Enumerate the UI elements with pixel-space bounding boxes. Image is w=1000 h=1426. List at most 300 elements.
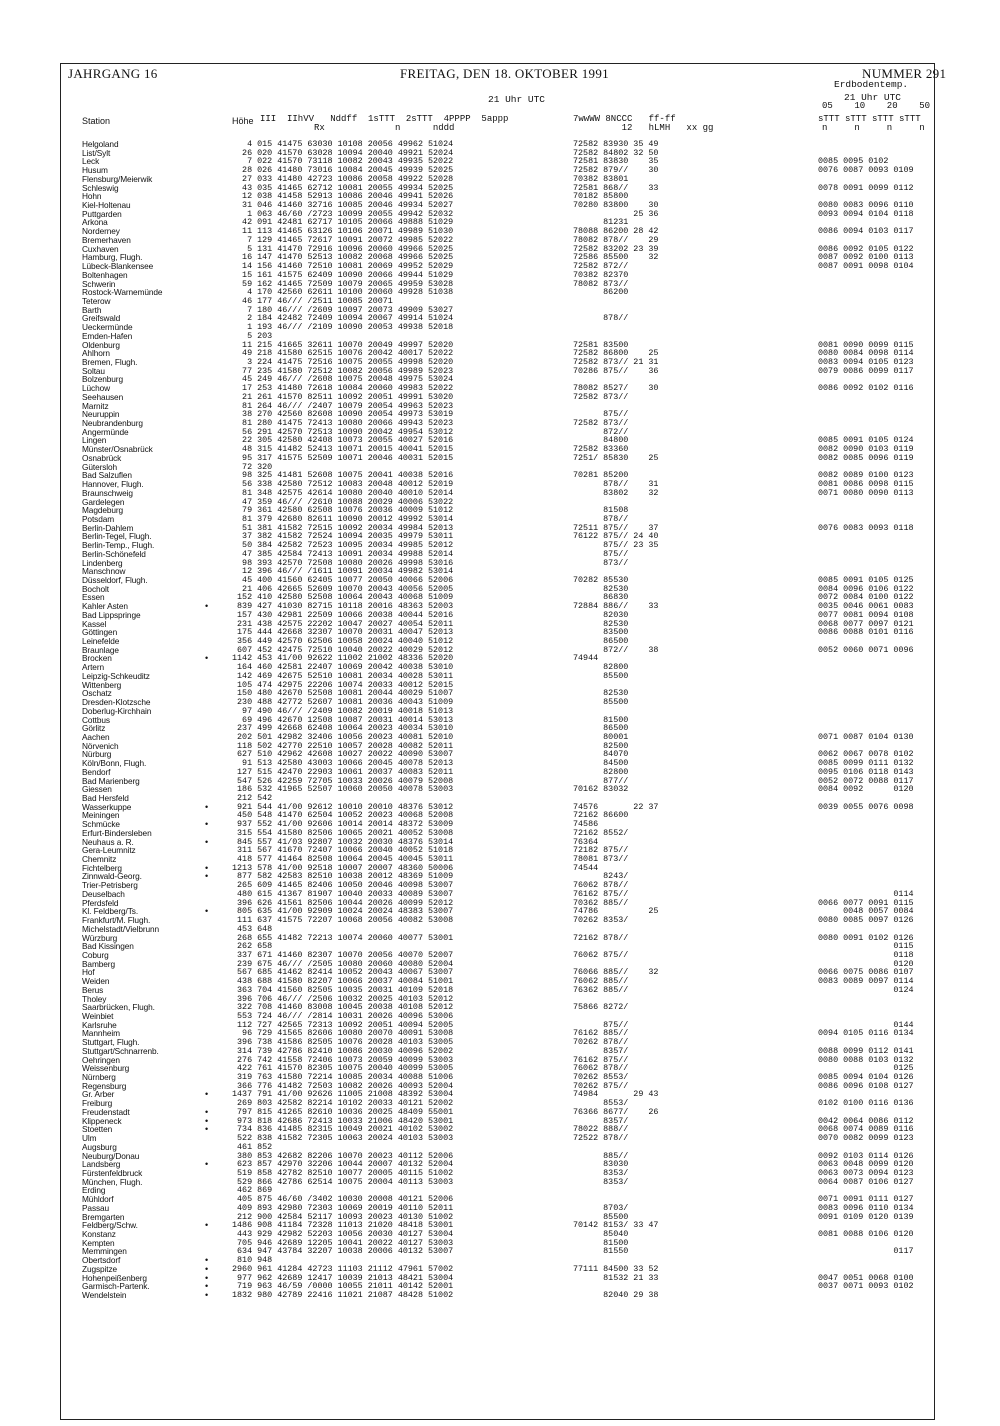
group7-values: 86200 [573, 287, 629, 298]
station-name: Feldberg/Schw. [82, 1221, 138, 1231]
synop-values: 921 544 41/00 92612 10010 20010 48376 53012 [232, 801, 454, 812]
synop-values: 175 444 42668 32307 10070 20031 40047 52013 [232, 627, 454, 638]
group7-values: 70262 8553/ [573, 1072, 629, 1083]
table-row [0, 1047, 935, 1056]
synop-values: 45 249 46/// /2608 10075 20048 49975 53024 [232, 374, 454, 385]
table-row [0, 576, 935, 585]
station-name: Bad Salzuflen [82, 471, 132, 481]
table-row [0, 384, 935, 393]
synop-values: 977 962 42689 12417 10039 21013 48421 53004 [232, 1272, 454, 1283]
station-name: Mühldorf [82, 1195, 114, 1205]
synop-values: 56 338 42580 72512 10083 20048 40012 52019 [232, 479, 454, 490]
table-row [0, 1082, 935, 1091]
synop-values: 97 490 46/// /2409 10082 20019 40018 51013 [232, 705, 454, 716]
mountain-station-marker: • [205, 653, 209, 664]
soil-temp-values: 0080 0091 0102 0126 [818, 932, 914, 943]
station-name: Lingen [82, 436, 107, 446]
station-name: Memmingen [82, 1247, 127, 1257]
table-row [0, 402, 935, 411]
station-name: Lübeck-Blankensee [82, 262, 154, 272]
group7-values: 76366 8677/ 26 [573, 1106, 659, 1117]
synop-values: 276 742 41558 72406 10073 20059 40099 53003 [232, 1054, 454, 1065]
synop-values: 634 947 43784 32207 10038 20006 40132 53007 [232, 1246, 454, 1257]
synop-values: 239 675 46/// /2505 10080 20060 40080 52004 [232, 958, 454, 969]
synop-values: 59 162 41465 72509 10079 20065 49959 53028 [232, 278, 454, 289]
soil-temp-values: 0085 0091 0105 0125 [818, 575, 914, 585]
synop-values: 202 501 42982 32406 10056 20023 40081 52010 [232, 731, 454, 742]
synop-values: 12 396 46/// /1611 10091 20034 49982 53014 [232, 566, 454, 577]
group7-values: 76162 875// [573, 888, 629, 899]
table-row [0, 1282, 935, 1291]
table-row [0, 628, 935, 637]
station-name: Coburg [82, 950, 109, 960]
col-soil-subheader: n n n n [822, 123, 925, 133]
group7-values: 70262 8353/ [573, 915, 629, 926]
table-row [0, 742, 935, 751]
synop-values: 17 253 41480 72618 10084 20060 49983 52022 [232, 383, 454, 394]
table-row [0, 1274, 935, 1283]
synop-values: 27 033 41480 42723 10086 20058 49922 52028 [232, 173, 454, 184]
station-name: Bendorf [82, 767, 111, 777]
group7-values: 81500 [573, 1237, 629, 1248]
group7-values: 70362 885// [573, 897, 629, 908]
soil-temp-values: 0079 0086 0099 0117 [818, 365, 914, 376]
table-row [0, 1090, 935, 1099]
group7-values: 70162 83032 [573, 784, 629, 795]
synop-values: 409 893 42980 72303 10069 20019 40110 52011 [232, 1202, 454, 1213]
station-name: Neuruppin [82, 410, 120, 420]
soil-temp-values: 0082 0085 0096 0119 [818, 452, 914, 463]
group7-values: 72582 83202 23 39 [573, 243, 659, 254]
synop-values: 705 946 42689 12205 10041 20022 40127 53003 [232, 1237, 454, 1248]
mountain-station-marker: • [205, 1106, 209, 1117]
group7-values: 72582 879// 30 [573, 165, 659, 176]
soil-temp-title: Erdbodentemp. [834, 79, 909, 90]
synop-values: 28 026 41480 73016 10084 20045 49939 52025 [232, 165, 454, 176]
table-row [0, 1108, 935, 1117]
station-name: Helgoland [82, 140, 119, 149]
station-name: Weiden [82, 977, 110, 987]
synop-values: 230 488 42772 52607 10081 20036 40043 51009 [232, 697, 454, 708]
synop-values: 21 406 42665 52609 10070 20043 40056 52005 [232, 583, 454, 594]
table-row [0, 968, 935, 977]
group7-values: 875// 23 35 [573, 540, 659, 551]
group7-values: 72182 875// [573, 845, 629, 856]
table-row [0, 480, 935, 489]
synop-values: 16 147 41470 52513 10082 20068 49966 52025 [232, 252, 454, 263]
station-name: Artern [82, 663, 104, 673]
group7-values: 78081 873// [573, 854, 629, 865]
soil-temp-values: 0114 [818, 888, 914, 899]
synop-values: 1486 908 41184 72328 11013 21020 48418 53001 [232, 1220, 454, 1231]
table-row [0, 811, 935, 820]
synop-values: 623 857 42970 32206 10044 20007 40132 52004 [232, 1159, 454, 1170]
soil-temp-values: 0062 0067 0078 0102 [818, 749, 914, 760]
station-name: Teterow [82, 296, 111, 306]
table-row [0, 367, 935, 376]
synop-values: 422 761 41570 82305 10075 20040 40099 53005 [232, 1063, 454, 1074]
synop-values: 46 177 46/// /2511 10085 20071 [232, 295, 393, 306]
group7-values: 82500 [573, 740, 629, 751]
station-name: Nürnberg [82, 1073, 116, 1083]
table-row [0, 1160, 935, 1169]
synop-values: 319 763 41580 72214 10085 20034 40088 51006 [232, 1072, 454, 1083]
table-row [0, 1230, 935, 1239]
table-row [0, 1038, 935, 1047]
station-name: Bad Hersfeld [82, 794, 129, 803]
group7-values: 81500 [573, 714, 629, 725]
group7-values: 875// [573, 409, 629, 420]
synop-values: 81 264 46/// /2407 10079 20054 49963 52023 [232, 400, 454, 411]
synop-values: 152 410 42580 52508 10064 20043 40068 51009 [232, 592, 454, 603]
synop-values: 810 948 [232, 1255, 273, 1266]
synop-values: 2960 961 41284 42723 11103 21112 47961 57002 [232, 1263, 454, 1274]
station-name: Chemnitz [82, 855, 117, 865]
soil-temp-values: 0072 0084 0100 0122 [818, 592, 914, 603]
station-name: Emden-Hafen [82, 331, 133, 341]
obs-time: 21 Uhr UTC [488, 94, 546, 105]
station-name: Arkona [82, 218, 108, 228]
table-row [0, 1056, 935, 1065]
station-name: Berus [82, 985, 104, 995]
station-name: Garmisch-Partenk. [82, 1282, 150, 1292]
table-row [0, 175, 935, 184]
synop-values: 7 180 46/// /2609 10097 20073 49909 53027 [232, 304, 454, 315]
station-name: Neuhaus a. R. [82, 837, 134, 847]
table-row [0, 803, 935, 812]
synop-values: 77 235 41580 72512 10082 20056 49989 52023 [232, 365, 454, 376]
col-soil-header: sTTT sTTT sTTT sTTT [818, 114, 921, 124]
station-name: Kassel [82, 619, 107, 629]
station-name: Stuttgart/Schnarrenb. [82, 1046, 159, 1056]
group7-values: 72581 83500 [573, 339, 629, 350]
synop-values: 567 685 41462 82414 10052 20043 40067 53007 [232, 967, 454, 978]
volume-label: JAHRGANG 16 [68, 66, 158, 81]
date-title: FREITAG, DEN 18. OKTOBER 1991 [400, 66, 609, 81]
table-row [0, 986, 935, 995]
group7-values: 70282 85530 [573, 575, 629, 585]
table-row [0, 637, 935, 646]
station-name: Essen [82, 593, 105, 603]
table-row [0, 1213, 935, 1222]
synop-values: 12 038 41458 52913 10086 20046 49941 52026 [232, 191, 454, 202]
synop-values: 529 866 42786 62514 10075 20004 40113 53003 [232, 1176, 454, 1187]
table-row [0, 698, 935, 707]
station-name: Ueckermünde [82, 323, 133, 333]
station-name: Göttingen [82, 628, 118, 638]
col-synop-header: III IIhVV Nddff 1sTTT 2sTTT 4PPPP 5appp [260, 114, 509, 124]
table-row [0, 1143, 935, 1152]
synop-values: 269 803 42582 82214 10102 20033 40121 52002 [232, 1098, 454, 1109]
group7-values: 72582 873// 21 31 [573, 357, 659, 367]
synop-values: 127 515 42470 22903 10061 20037 40083 52011 [232, 766, 454, 777]
group7-values: 7251/ 85830 25 [573, 452, 659, 463]
table-row [0, 314, 935, 323]
synop-values: 356 449 42570 62506 10058 20024 40040 51012 [232, 636, 454, 647]
station-name: Dresden-Klotzsche [82, 698, 151, 708]
soil-temp-values: 0125 [818, 1063, 914, 1074]
mountain-station-marker: • [205, 1255, 209, 1266]
group7-values: 25 36 [573, 208, 659, 219]
group7-values: 76362 885// [573, 984, 629, 995]
soil-temp-values: 0115 [818, 941, 914, 952]
synop-values: 396 706 46/// /2506 10032 20025 40103 52012 [232, 993, 454, 1004]
station-name: Augsburg [82, 1142, 117, 1152]
station-name: Pferdsfeld [82, 898, 119, 908]
group7-values: 70382 82370 [573, 269, 629, 280]
synop-values: 547 526 42259 72705 10033 20026 40079 52008 [232, 775, 454, 786]
table-row [0, 253, 935, 262]
soil-temp-values: 0082 0090 0103 0119 [818, 444, 914, 455]
station-name: Bocholt [82, 584, 109, 594]
station-name: Aachen [82, 732, 110, 742]
table-row [0, 777, 935, 786]
table-row [0, 515, 935, 524]
table-row [0, 1099, 935, 1108]
station-name: Passau [82, 1203, 110, 1213]
table-row [0, 210, 935, 219]
soil-temp-values: 0085 0091 0105 0124 [818, 435, 914, 446]
table-row [0, 689, 935, 698]
synop-values: 453 648 [232, 923, 273, 934]
table-row [0, 218, 935, 227]
station-name: Puttgarden [82, 209, 122, 219]
soil-temp-values: 0068 0074 0089 0116 [818, 1124, 914, 1135]
synop-values: 845 557 41/03 92807 10032 20030 48376 53014 [232, 836, 454, 847]
soil-temp-values: 0117 [818, 1246, 914, 1257]
group7-values: 76066 885// 32 [573, 967, 659, 978]
group7-values: 76364 [573, 836, 599, 847]
synop-values: 95 317 41575 52509 10071 20046 40031 52015 [232, 452, 454, 463]
table-row [0, 942, 935, 951]
table-row [0, 410, 935, 419]
synop-values: 1142 453 41/00 92622 11002 21002 48336 52020 [232, 653, 454, 664]
station-name: Düsseldorf, Flugh. [82, 576, 148, 585]
soil-temp-values: 0093 0094 0104 0118 [818, 208, 914, 219]
table-row [0, 663, 935, 672]
synop-values: 237 499 42668 62408 10064 20023 40034 53010 [232, 723, 454, 734]
group7-values: 81508 [573, 505, 629, 516]
group7-values: 8357/ [573, 1115, 629, 1126]
mountain-station-marker: • [205, 1089, 209, 1100]
synop-values: 45 400 41560 62405 10077 20050 40066 52006 [232, 575, 454, 585]
group7-values: 74944 [573, 653, 599, 664]
table-row [0, 907, 935, 916]
group7-values: 72582 873// [573, 391, 629, 402]
station-name: Bad Lippspringe [82, 610, 141, 620]
group7-values: 72884 886// 33 [573, 601, 659, 612]
soil-temp-values: 0086 0092 0102 0116 [818, 383, 914, 394]
station-name: Leinefelde [82, 637, 120, 647]
station-name: Seehausen [82, 392, 124, 402]
table-row [0, 602, 935, 611]
table-row [0, 750, 935, 759]
group7-values: 74586 [573, 819, 599, 830]
station-name: Weinbiet [82, 1012, 114, 1021]
soil-temp-values: 0083 0089 0097 0114 [818, 976, 914, 987]
synop-values: 3 224 41475 72516 10075 20055 49998 52020 [232, 357, 454, 367]
station-name: Ulm [82, 1134, 97, 1144]
table-row [0, 1178, 935, 1187]
soil-temp-values: 0086 0096 0108 0127 [818, 1080, 914, 1091]
table-row [0, 280, 935, 289]
synop-values: 11 113 41465 63126 10106 20071 49989 51030 [232, 226, 454, 237]
synop-values: 2 184 42482 72409 10094 20067 49914 51024 [232, 313, 454, 324]
group7-values: 72582 86800 25 [573, 348, 659, 359]
station-name: Köln/Bonn, Flugh. [82, 759, 147, 769]
station-name: Mannheim [82, 1029, 120, 1039]
soil-temp-values: 0086 0092 0105 0122 [818, 243, 914, 254]
group7-values: 72582 83930 35 49 [573, 139, 659, 149]
table-row [0, 471, 935, 480]
table-row [0, 707, 935, 716]
station-name: Wendelstein [82, 1291, 127, 1301]
group7-values: 72162 878// [573, 932, 629, 943]
soil-temp-values: 0080 0088 0103 0132 [818, 1054, 914, 1065]
group7-values: 872// 38 [573, 644, 659, 655]
group7-values: 8553/ [573, 1098, 629, 1109]
table-row [0, 236, 935, 245]
station-name: Magdeburg [82, 506, 124, 516]
soil-temp-values: 0083 0094 0105 0123 [818, 357, 914, 367]
group7-values: 77111 84500 33 52 [573, 1263, 659, 1274]
synop-values: 734 836 41485 82315 10049 20021 40102 53002 [232, 1124, 454, 1135]
table-row [0, 872, 935, 881]
synop-values: 118 502 42770 22510 10057 20028 40082 52011 [232, 740, 454, 751]
soil-temp-values: 0086 0088 0101 0116 [818, 627, 914, 638]
station-name: Berlin-Dahlem [82, 523, 134, 533]
soil-temp-values: 0120 [818, 958, 914, 969]
group7-values: 70281 85200 [573, 470, 629, 481]
synop-values: 1 063 46/60 /2723 10099 20055 49942 52032 [232, 208, 454, 219]
group7-values: 84800 [573, 435, 629, 446]
station-name: Fürstenfeldbruck [82, 1168, 143, 1178]
synop-values: 396 738 41586 82505 10076 20028 40103 53005 [232, 1037, 454, 1048]
synop-values: 265 609 41465 82406 10050 20046 40098 53007 [232, 880, 454, 891]
table-row [0, 262, 935, 271]
table-row [0, 1291, 935, 1300]
station-name: Stoetten [82, 1125, 113, 1135]
table-row [0, 1247, 935, 1256]
synop-values: 805 635 41/00 92909 10024 20024 48383 53007 [232, 906, 454, 917]
col-station: Station [82, 116, 111, 126]
soil-temp-values: 0083 0096 0110 0134 [818, 1202, 914, 1213]
table-row [0, 881, 935, 890]
station-name: Gütersloh [82, 462, 118, 472]
group7-values: 76122 875// 24 40 [573, 531, 659, 542]
synop-values: 105 474 42975 22206 10074 20033 40012 52015 [232, 679, 454, 690]
soil-temp-values: 0081 0086 0098 0115 [818, 479, 914, 490]
station-name: Wasserkuppe [82, 802, 132, 812]
station-name: Neuburg/Donau [82, 1151, 140, 1161]
synop-values: 380 853 42682 82206 10070 20023 40112 52006 [232, 1150, 454, 1161]
table-row [0, 855, 935, 864]
group7-values: 875// [573, 1019, 629, 1030]
mountain-station-marker: • [205, 1115, 209, 1126]
mountain-station-marker: • [205, 836, 209, 847]
synop-values: 98 325 41481 52608 10075 20041 40038 52016 [232, 470, 454, 481]
station-name: Cottbus [82, 715, 110, 725]
mountain-station-marker: • [205, 1290, 209, 1301]
table-row [0, 341, 935, 350]
table-row [0, 349, 935, 358]
group7-values: 85500 [573, 1211, 629, 1222]
soil-temp-values: 0042 0064 0086 0112 [818, 1115, 914, 1126]
synop-values: 5 131 41470 72916 10096 20060 49966 52025 [232, 243, 454, 254]
station-name: Landsberg [82, 1160, 121, 1170]
synop-values: 418 577 41464 82508 10064 20045 40045 53011 [232, 854, 454, 865]
station-name: Giessen [82, 785, 112, 795]
synop-values: 47 385 42584 72413 10091 20034 49988 52014 [232, 548, 454, 559]
group7-values: 74984 29 43 [573, 1089, 659, 1100]
station-name: Braunlage [82, 645, 119, 655]
station-name: Gardelegen [82, 497, 125, 507]
soil-temp-values: 0087 0091 0098 0104 [818, 261, 914, 272]
table-row [0, 681, 935, 690]
station-name: Rostock-Warnemünde [82, 288, 163, 298]
station-name: Greifswald [82, 314, 121, 324]
soil-temp-values: 0063 0073 0094 0123 [818, 1167, 914, 1178]
station-name: Berlin-Temp., Flugh. [82, 541, 155, 551]
group7-values: 78082 878// 29 [573, 234, 659, 245]
group7-values: 82800 [573, 766, 629, 777]
table-row [0, 524, 935, 533]
synop-values: 14 156 41460 72510 10081 20069 49952 52029 [232, 261, 454, 272]
soil-temp-values: 0076 0083 0093 0118 [818, 522, 914, 533]
group7-values: 878// [573, 313, 629, 324]
table-row [0, 724, 935, 733]
group7-values: 75866 8272/ [573, 1002, 629, 1013]
group7-values: 72581 83830 35 [573, 156, 659, 167]
table-row [0, 768, 935, 777]
soil-temp-values: 0068 0077 0097 0121 [818, 618, 914, 629]
synop-values: 405 875 46/60 /3402 10030 20008 40121 52006 [232, 1194, 454, 1205]
station-name: Kiel-Holtenau [82, 201, 131, 211]
table-row [0, 820, 935, 829]
soil-temp-values: 0095 0106 0118 0143 [818, 766, 914, 777]
station-name: Bolzenburg [82, 375, 123, 385]
mountain-station-marker: • [205, 862, 209, 873]
station-name: Lüchow [82, 384, 110, 394]
station-name: Norderney [82, 227, 120, 237]
group7-values: 76162 885// [573, 1028, 629, 1039]
group7-values: 83802 32 [573, 487, 659, 498]
group7-values: 85500 [573, 697, 629, 708]
synop-values: 366 776 41482 72503 10082 20026 40093 52004 [232, 1080, 454, 1091]
group7-values: 82040 29 38 [573, 1290, 659, 1301]
synop-values: 98 393 42570 72508 10080 20026 49998 53016 [232, 557, 454, 568]
group7-values: 8353/ [573, 1167, 629, 1178]
col-hoehe: Höhe [232, 116, 254, 126]
table-row [0, 977, 935, 986]
synop-values: 877 582 42583 82510 10038 20012 48369 51009 [232, 871, 454, 882]
soil-temp-values: 0082 0089 0100 0123 [818, 470, 914, 481]
table-row [0, 611, 935, 620]
table-row [0, 201, 935, 210]
group7-values: 81231 [573, 217, 629, 228]
table-row [0, 1239, 935, 1248]
table-row [0, 149, 935, 158]
soil-temp-values: 0087 0092 0100 0113 [818, 252, 914, 263]
synop-values: 72 320 [232, 461, 273, 472]
station-name: Regensburg [82, 1081, 127, 1091]
table-row [0, 192, 935, 201]
station-name: Gera-Leumnitz [82, 846, 136, 856]
synop-values: 314 739 42786 82410 10086 20030 40096 52002 [232, 1045, 454, 1056]
station-name: Görlitz [82, 724, 106, 734]
soil-temp-values: 0094 0105 0116 0134 [818, 1028, 914, 1039]
station-name: Frankfurt/M. Flugh. [82, 916, 151, 926]
